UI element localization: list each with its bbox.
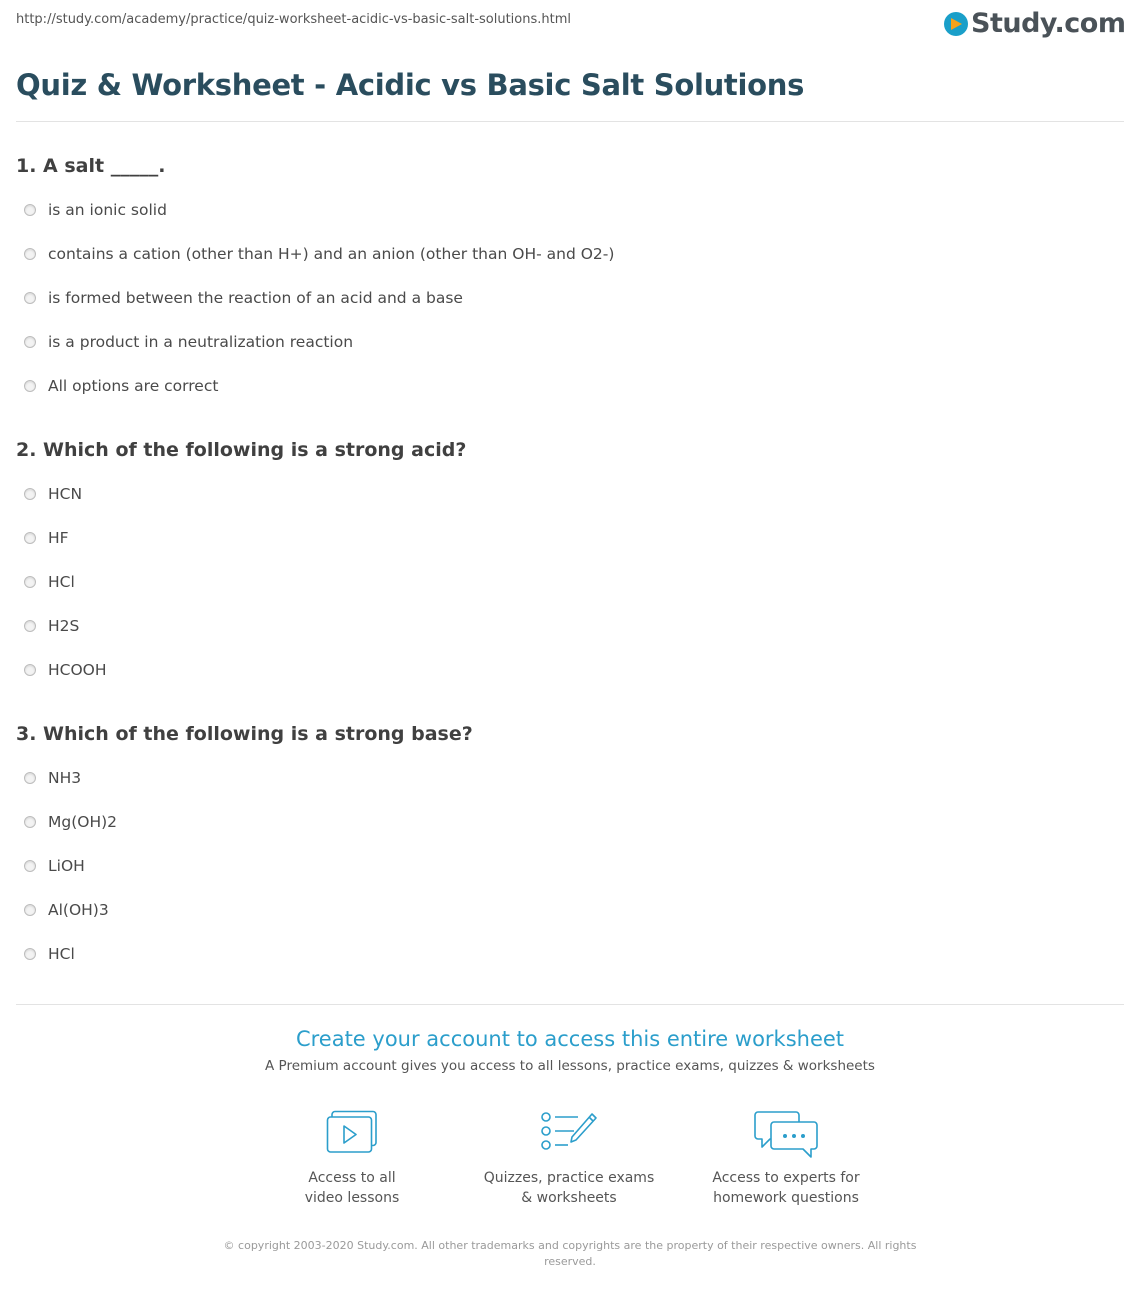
answer-label: is formed between the reaction of an acid and a base: [48, 289, 463, 307]
create-account-link[interactable]: Create your account to access this entire worksheet: [295, 1027, 845, 1051]
answer-option[interactable]: [24, 243, 614, 265]
answer-label: HCl: [48, 573, 75, 591]
radio-button[interactable]: [24, 948, 36, 960]
answer-option[interactable]: [24, 331, 353, 353]
answer-label: contains a cation (other than H+) and an anion (other than OH- and O2-): [48, 245, 615, 263]
feature-video-lessons: [242, 1110, 462, 1208]
answer-option[interactable]: [24, 199, 167, 221]
chat-bubbles-icon: [754, 1110, 818, 1160]
radio-button[interactable]: [24, 292, 36, 304]
answer-label: HF: [48, 529, 69, 547]
answer-option[interactable]: [24, 659, 107, 681]
feature-experts: [676, 1110, 896, 1208]
section-divider: [16, 1004, 1124, 1005]
answer-label: All options are correct: [48, 377, 219, 395]
play-logo-icon: [944, 12, 968, 36]
radio-button[interactable]: [24, 860, 36, 872]
question-1: 1. A salt _____.: [16, 155, 166, 177]
radio-button[interactable]: [24, 904, 36, 916]
answer-label: HCN: [48, 485, 83, 503]
page-url: http://study.com/academy/practice/quiz-worksheet-acidic-vs-basic-salt-solutions.html: [16, 12, 572, 27]
answer-label: HCl: [48, 945, 75, 963]
answer-option[interactable]: [24, 375, 218, 397]
page-title: Quiz & Worksheet - Acidic vs Basic Salt Solutions: [16, 68, 805, 102]
answer-option[interactable]: [24, 287, 463, 309]
answer-label: is a product in a neutralization reaction: [48, 333, 354, 351]
answer-label: LiOH: [48, 857, 85, 875]
feature-label: Access to experts for homework questions: [712, 1170, 860, 1206]
answer-option[interactable]: [24, 899, 109, 921]
radio-button[interactable]: [24, 576, 36, 588]
feature-label: Access to all video lessons: [304, 1170, 400, 1206]
radio-button[interactable]: [24, 620, 36, 632]
radio-button[interactable]: [24, 488, 36, 500]
radio-button[interactable]: [24, 532, 36, 544]
answer-option[interactable]: [24, 855, 85, 877]
title-divider: [16, 121, 1124, 122]
answer-label: HCOOH: [48, 661, 107, 679]
cta-subtitle: A Premium account gives you access to all lessons, practice exams, quizzes & worksheets: [265, 1058, 875, 1074]
answer-option[interactable]: [24, 483, 82, 505]
feature-label: Quizzes, practice exams & worksheets: [483, 1170, 655, 1206]
answer-label: NH3: [48, 769, 82, 787]
radio-button[interactable]: [24, 336, 36, 348]
answer-option[interactable]: [24, 615, 79, 637]
answer-label: H2S: [48, 617, 80, 635]
copyright-notice: © copyright 2003-2020 Study.com. All other trademarks and copyrights are the property of their respective owners. All rights reserved.: [223, 1239, 917, 1268]
answer-option[interactable]: [24, 767, 81, 789]
answer-option[interactable]: [24, 943, 75, 965]
radio-button[interactable]: [24, 248, 36, 260]
quiz-list-icon: [540, 1110, 598, 1154]
feature-quizzes: [459, 1110, 679, 1208]
radio-button[interactable]: [24, 380, 36, 392]
answer-option[interactable]: [24, 811, 117, 833]
answer-option[interactable]: [24, 571, 75, 593]
question-2: 2. Which of the following is a strong acid?: [16, 439, 467, 461]
radio-button[interactable]: [24, 204, 36, 216]
answer-label: is an ionic solid: [48, 201, 167, 219]
radio-button[interactable]: [24, 816, 36, 828]
radio-button[interactable]: [24, 772, 36, 784]
logo-text: Study.com: [971, 8, 1126, 39]
answer-label: Mg(OH)2: [48, 813, 118, 831]
question-3: 3. Which of the following is a strong base?: [16, 723, 473, 745]
answer-label: Al(OH)3: [48, 901, 109, 919]
video-lesson-icon: [326, 1110, 378, 1154]
answer-option[interactable]: [24, 527, 69, 549]
study-logo[interactable]: [944, 8, 1125, 39]
radio-button[interactable]: [24, 664, 36, 676]
